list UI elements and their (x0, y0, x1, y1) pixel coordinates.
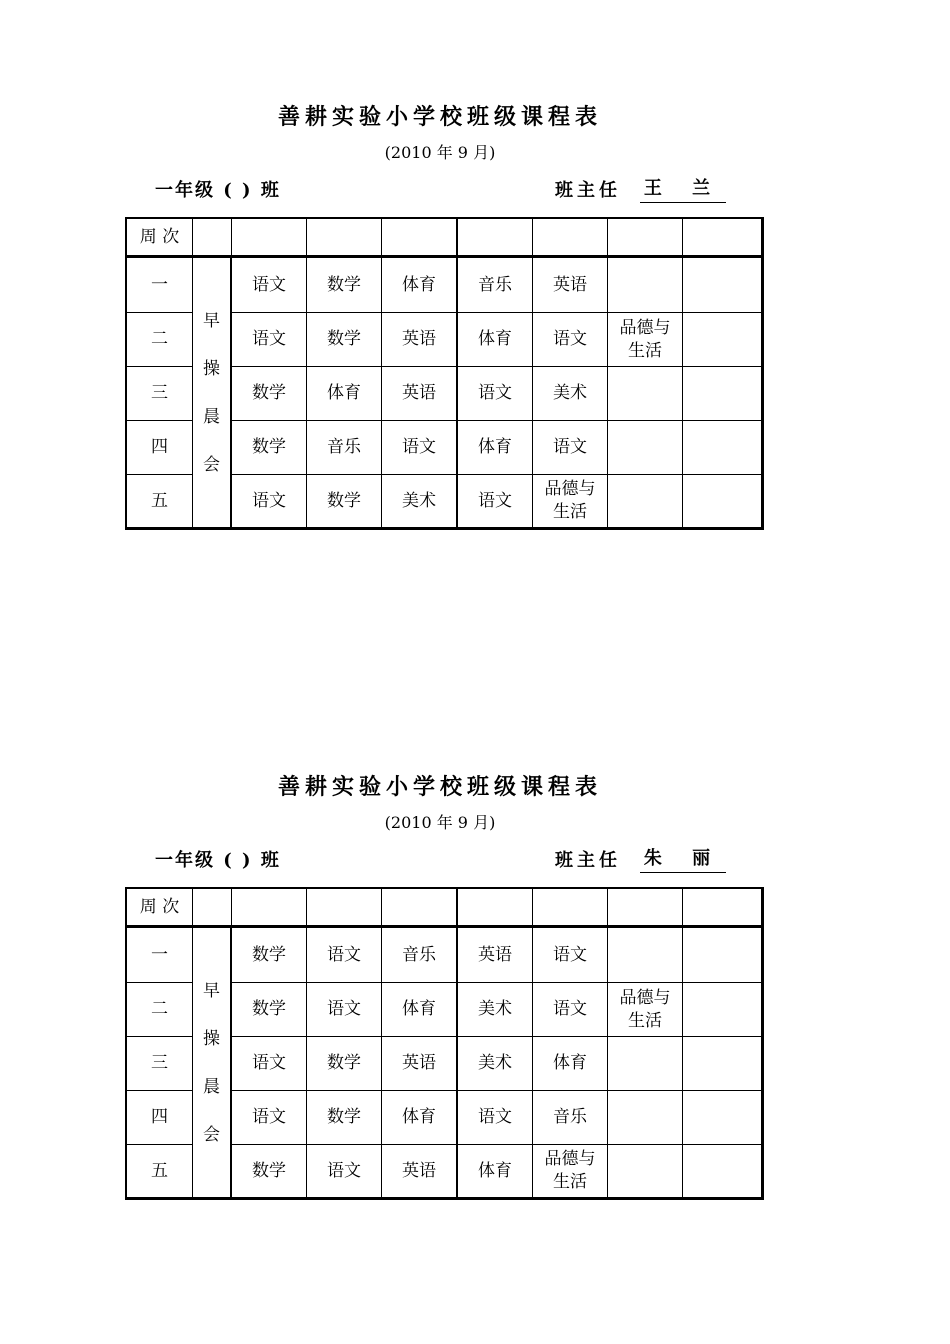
timetable-cell (683, 1145, 761, 1197)
timetable-cell: 语文 (382, 421, 458, 475)
period-header-cell (307, 889, 382, 925)
timetable-header-row (127, 219, 761, 258)
homeroom-teacher-name: 朱 丽 (640, 844, 726, 873)
weekday-cell: 二 (127, 313, 193, 367)
timetable-cell (608, 421, 683, 475)
timetable-cell (683, 421, 761, 475)
morning-assembly-char: 早 (203, 980, 220, 1001)
timetable-cell: 语文 (533, 421, 608, 475)
timetable-cell: 体育 (382, 983, 458, 1037)
timetable-cell: 体育 (458, 1145, 533, 1197)
timetable-grid (125, 887, 764, 1200)
weekday-cell: 二 (127, 983, 193, 1037)
morning-assembly-char: 操 (203, 358, 220, 379)
timetable-cell: 美术 (458, 983, 533, 1037)
period-header-cell (307, 219, 382, 255)
timetable-cell: 数学 (307, 475, 382, 527)
schedule-sheet (0, 100, 950, 660)
weekday-cell: 四 (127, 421, 193, 475)
timetable-cell (608, 928, 683, 983)
period-header-cell (193, 889, 232, 925)
timetable-cell (608, 1091, 683, 1145)
timetable-cell: 语文 (307, 1145, 382, 1197)
timetable-cell (683, 367, 761, 421)
weekday-header-cell: 周 次 (127, 219, 193, 255)
weekday-cell: 一 (127, 258, 193, 313)
period-header-cell (458, 889, 533, 925)
timetable-cell: 体育 (382, 1091, 458, 1145)
morning-assembly-cell (193, 258, 232, 527)
weekday-cell: 三 (127, 1037, 193, 1091)
schedule-sheet (0, 770, 950, 1330)
period-header-cell (458, 219, 533, 255)
schedule-title: 善耕实验小学校班级课程表 (277, 104, 602, 130)
timetable-cell: 体育 (307, 367, 382, 421)
timetable-cell: 音乐 (458, 258, 533, 313)
timetable-cell: 数学 (307, 313, 382, 367)
morning-assembly-char: 晨 (203, 406, 220, 427)
weekday-cell: 五 (127, 475, 193, 527)
homeroom-teacher-label: 班主任 (555, 180, 621, 201)
timetable-cell: 语文 (458, 367, 533, 421)
timetable-body (127, 258, 761, 527)
timetable-cell: 音乐 (533, 1091, 608, 1145)
morning-assembly-char: 晨 (203, 1076, 220, 1097)
timetable-cell: 数学 (307, 258, 382, 313)
timetable-cell: 语文 (533, 928, 608, 983)
weekday-header-cell: 周 次 (127, 889, 193, 925)
timetable-cell (683, 258, 761, 313)
homeroom-teacher-label: 班主任 (555, 850, 621, 871)
period-header-cell (382, 219, 458, 255)
timetable-grid (125, 217, 764, 530)
timetable-cell (683, 475, 761, 527)
schedule-date: (2010 年 9 月) (384, 813, 496, 832)
timetable-cell (608, 258, 683, 313)
timetable-cell: 英语 (382, 367, 458, 421)
period-header-cell (382, 889, 458, 925)
schedule-date: (2010 年 9 月) (384, 143, 496, 162)
timetable-cell: 品德与 生活 (608, 313, 683, 367)
weekday-cell: 四 (127, 1091, 193, 1145)
homeroom-teacher-name: 王 兰 (640, 174, 726, 203)
timetable-cell (683, 983, 761, 1037)
morning-assembly-char: 会 (203, 1124, 220, 1145)
timetable-cell (608, 367, 683, 421)
timetable-cell: 英语 (458, 928, 533, 983)
timetable-cell: 英语 (382, 1145, 458, 1197)
timetable-cell: 美术 (458, 1037, 533, 1091)
period-header-cell (533, 219, 608, 255)
timetable-cell: 体育 (533, 1037, 608, 1091)
weekday-cell: 一 (127, 928, 193, 983)
timetable-cell: 数学 (232, 367, 307, 421)
timetable-cell (608, 475, 683, 527)
timetable-cell: 语文 (232, 1091, 307, 1145)
timetable-body (127, 928, 761, 1197)
timetable-cell: 语文 (307, 983, 382, 1037)
timetable-cell: 语文 (458, 475, 533, 527)
timetable-cell: 语文 (533, 313, 608, 367)
period-header-cell (232, 219, 307, 255)
timetable-cell (683, 1037, 761, 1091)
period-header-cell (608, 889, 683, 925)
timetable-cell: 英语 (382, 313, 458, 367)
timetable-cell: 品德与 生活 (608, 983, 683, 1037)
timetable-cell: 数学 (232, 421, 307, 475)
period-header-cell (193, 219, 232, 255)
timetable-cell: 语文 (232, 475, 307, 527)
morning-assembly-char: 会 (203, 454, 220, 475)
timetable-cell: 英语 (382, 1037, 458, 1091)
timetable-cell: 数学 (232, 928, 307, 983)
timetable-cell (683, 1091, 761, 1145)
timetable-cell: 语文 (533, 983, 608, 1037)
timetable-cell: 体育 (382, 258, 458, 313)
timetable-cell: 语文 (458, 1091, 533, 1145)
timetable-cell: 语文 (232, 313, 307, 367)
timetable-cell: 数学 (307, 1091, 382, 1145)
schedule-title: 善耕实验小学校班级课程表 (277, 774, 602, 800)
timetable-cell (683, 313, 761, 367)
morning-assembly-char: 早 (203, 310, 220, 331)
timetable-cell: 音乐 (307, 421, 382, 475)
timetable-cell (683, 928, 761, 983)
timetable-cell: 数学 (307, 1037, 382, 1091)
timetable-cell: 品德与 生活 (533, 1145, 608, 1197)
timetable-cell: 语文 (232, 258, 307, 313)
timetable-cell: 语文 (307, 928, 382, 983)
weekday-cell: 五 (127, 1145, 193, 1197)
period-header-cell (608, 219, 683, 255)
timetable-cell: 语文 (232, 1037, 307, 1091)
grade-label: 一年级 ( ) 班 (155, 180, 281, 201)
weekday-cell: 三 (127, 367, 193, 421)
timetable-cell: 美术 (533, 367, 608, 421)
timetable-cell: 数学 (232, 983, 307, 1037)
period-header-cell (683, 219, 761, 255)
period-header-cell (533, 889, 608, 925)
timetable-cell: 体育 (458, 313, 533, 367)
timetable-header-row (127, 889, 761, 928)
timetable-cell: 体育 (458, 421, 533, 475)
period-header-cell (683, 889, 761, 925)
timetable-cell: 美术 (382, 475, 458, 527)
timetable-cell (608, 1145, 683, 1197)
timetable-cell: 音乐 (382, 928, 458, 983)
morning-assembly-cell (193, 928, 232, 1197)
timetable-cell: 品德与 生活 (533, 475, 608, 527)
timetable-cell: 数学 (232, 1145, 307, 1197)
grade-label: 一年级 ( ) 班 (155, 850, 281, 871)
timetable-cell (608, 1037, 683, 1091)
period-header-cell (232, 889, 307, 925)
timetable-cell: 英语 (533, 258, 608, 313)
morning-assembly-char: 操 (203, 1028, 220, 1049)
